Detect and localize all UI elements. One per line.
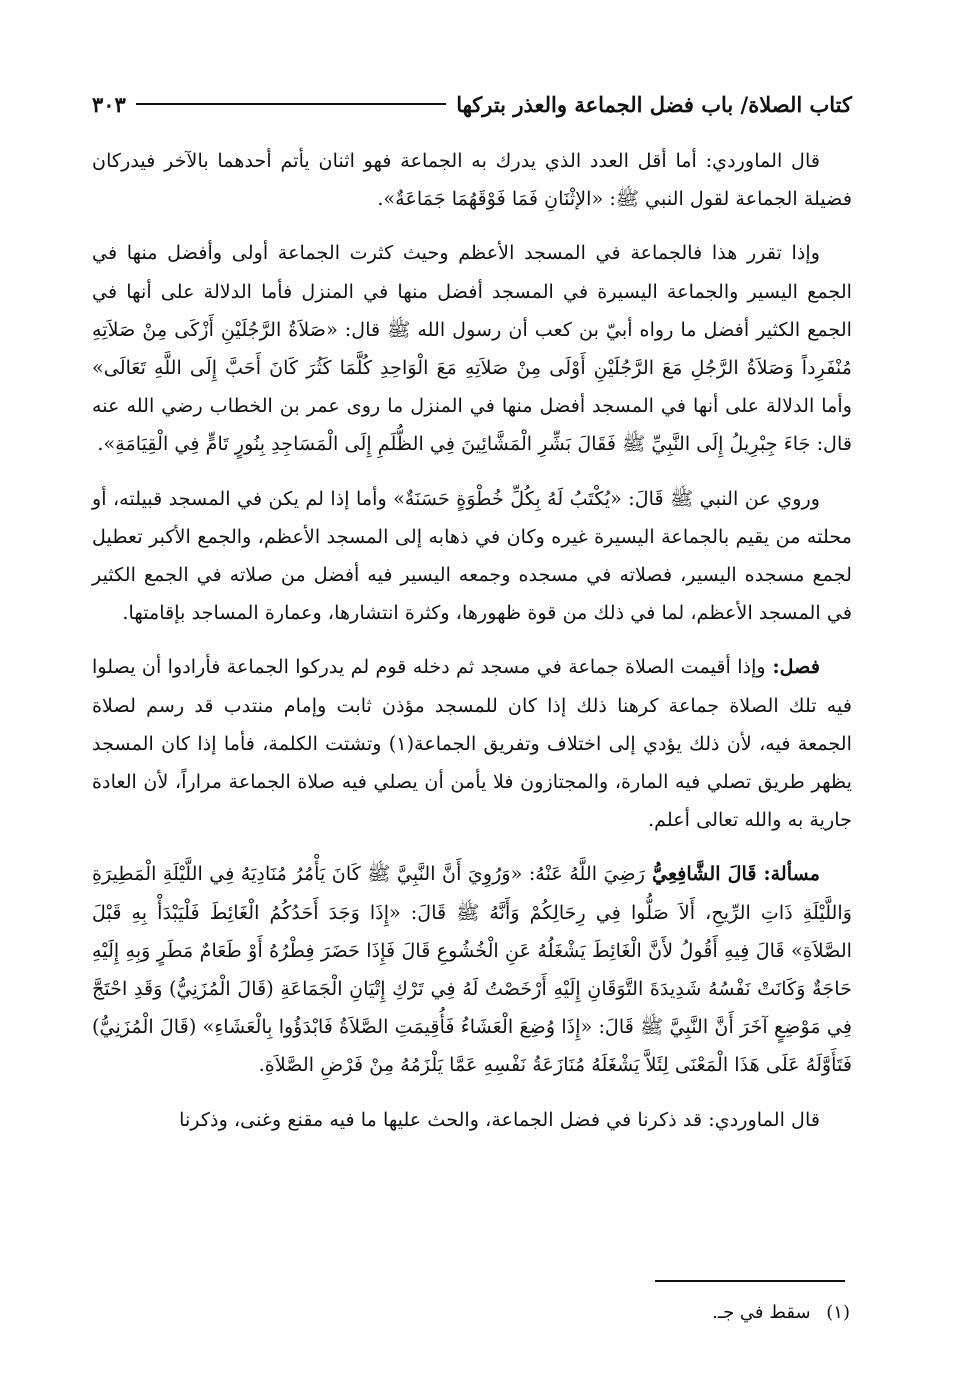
main-text — [92, 142, 852, 1155]
paragraph-lead: مسألة: قَالَ الشَّافِعِيُّ — [645, 862, 820, 886]
header-rule — [136, 103, 446, 105]
paragraph-text: وإذا تقرر هذا فالجماعة في المسجد الأعظم وحيث كثرت الجماعة أولى وأفضل منها في الجمع اليسير والجماعة اليسيرة في المسجد أفضل منها في المنزل فأما الدلالة على أنها في الجمع الكثير أفضل ما رواه أبيّ بن كعب أن رسول الله ﷺ قال: «صَلاَةُ الرَّجُلَيْنِ أَزْكَى مِنْ صَلاَتِهِ مُنْفَرِداً وَصَلاَةُ الرَّجُلِ مَعَ الرَّجُلَيْنِ أَوْلَى مِنْ صَلاَتِهِ مَعَ الْوَاحِدِ كُلَّمَا كَثُرَ كَانَ أَحَبَّ إِلَى اللَّهِ تَعَالَى» وأما الدلالة على أنها في المسجد أفضل منها في المنزل ما روى عمر بن الخطاب رضي الله عنه قال: جَاءَ جِبْرِيلُ إِلَى النَّبِيِّ ﷺ فَقَالَ بَشِّرِ الْمَشَّائِينَ فِي الظُّلَمِ إِلَى الْمَسَاجِدِ بِنُورٍ تَامٍّ فِي الْقِيَامَةِ». — [92, 241, 852, 456]
page-number: ٣٠٣ — [92, 91, 126, 117]
paragraph-text: قال الماوردي: قد ذكرنا في فضل الجماعة، والحث عليها ما فيه مقنع وغنى، وذكرنا — [179, 1107, 820, 1131]
paragraph — [92, 142, 852, 218]
paragraph-text: رَضِيَ اللَّهُ عَنْهُ: «وَرُوِيَ أَنَّ النَّبِيَّ ﷺ كَانَ يَأْمُرُ مُنَادِيَهُ فِي اللَّيْلَةِ الْمَطِيرَةِ وَاللَّيْلَةِ ذَاتِ الرِّيحِ، أَلاَ صَلُّوا فِي رِحَالِكُمْ وَأَنَّهُ ﷺ قَالَ: «إِذَا وَجَدَ أَحَدُكُمُ الْغَائِطَ فَلْيَبْدَأْ بِهِ قَبْلَ الصَّلاَةِ» قَالَ فِيهِ أَقُولُ لأَنَّ الْغَائِطَ يَشْغَلُهُ عَنِ الْخُشُوعِ قَالَ فَإِذَا حَضَرَ فِطْرُهُ أَوْ طَعَامٌ مَطَرٍ وَبِهِ إِلَيْهِ حَاجَةٌ وَكَانَتْ نَفْسُهُ شَدِيدَةَ التَّوَقَانِ إِلَيْهِ أَرْخَصْتُ لَهُ فِي تَرْكِ إِتْيَانِ الْجَمَاعَةِ (قَالَ الْمُزَنِيُّ) وَقَدِ احْتَجَّ فِي مَوْضِعٍ آخَرَ أَنَّ النَّبِيَّ ﷺ قَالَ: «إِذَا وُضِعَ الْعَشَاءُ فَأُقِيمَتِ الصَّلاَةُ فَابْدَؤُوا بِالْعَشَاءِ» (قَالَ الْمُزَنِيُّ) فَتَأَوَّلَهُ عَلَى هَذَا الْمَعْنَى لِئَلاَّ يَشْغَلَهُ مُنَازَعَةُ نَفْسِهِ عَمَّا يَلْزَمُهُ مِنْ فَرْضِ الصَّلاَةِ. — [92, 862, 852, 1077]
footnote-text: سقط في جـ. — [712, 1302, 811, 1323]
paragraph — [92, 480, 852, 633]
paragraph-masala — [92, 855, 852, 1084]
paragraph — [92, 1101, 852, 1139]
footnote-number: (١) — [826, 1302, 850, 1323]
paragraph-text: قال الماوردي: أما أقل العدد الذي يدرك به الجماعة فهو اثنان يأتم أحدهما بالآخر فيدركان فضيلة الجماعة لقول النبي ﷺ: «الإثْنَانِ فَمَا فَوْقَهُمَا جَمَاعَةٌ». — [92, 149, 852, 211]
paragraph-lead: فصل: — [765, 655, 820, 679]
footnote — [560, 1298, 850, 1328]
paragraph — [92, 234, 852, 463]
running-header — [92, 84, 852, 124]
footnote-rule — [655, 1280, 845, 1282]
paragraph-text: وروي عن النبي ﷺ قَالَ: «يُكْتَبُ لَهُ بِكُلِّ خُطْوَةٍ حَسَنَةٌ» وأما إذا لم يكن في المسجد قبيلته، أو محلته من يقيم بالجماعة اليسيرة غيره وكان في ذهابه إلى المسجد الأعظم، والجمع الأكبر تعطيل لجمع مسجده اليسير، فصلاته في مسجده وجمعه اليسير فيه أفضل من صلاته في الجمع الكثير في المسجد الأعظم، لما في ذلك من قوة ظهورها، وكثرة انتشارها، وعمارة المساجد بإقامتها. — [92, 486, 852, 625]
paragraph-fasl — [92, 648, 852, 839]
paragraph-text: وإذا أقيمت الصلاة جماعة في مسجد ثم دخله قوم لم يدركوا الجماعة فأرادوا أن يصلوا فيه تلك الصلاة جماعة كرهنا ذلك إذا كان للمسجد مؤذن ثابت وإمام منتدب قد رسم لصلاة الجمعة فيه، لأن ذلك يؤدي إلى اختلاف وتفريق الجماعة(١) وتشتت الكلمة، فأما إذا كان المسجد يظهر طريق تصلي فيه المارة، والمجتازون فلا يأمن أن يصلي فيه صلاة الجماعة مراراً، لأن العادة جارية به والله تعالى أعلم. — [92, 655, 852, 832]
chapter-title: كتاب الصلاة/ باب فضل الجماعة والعذر بتركها — [456, 91, 852, 117]
